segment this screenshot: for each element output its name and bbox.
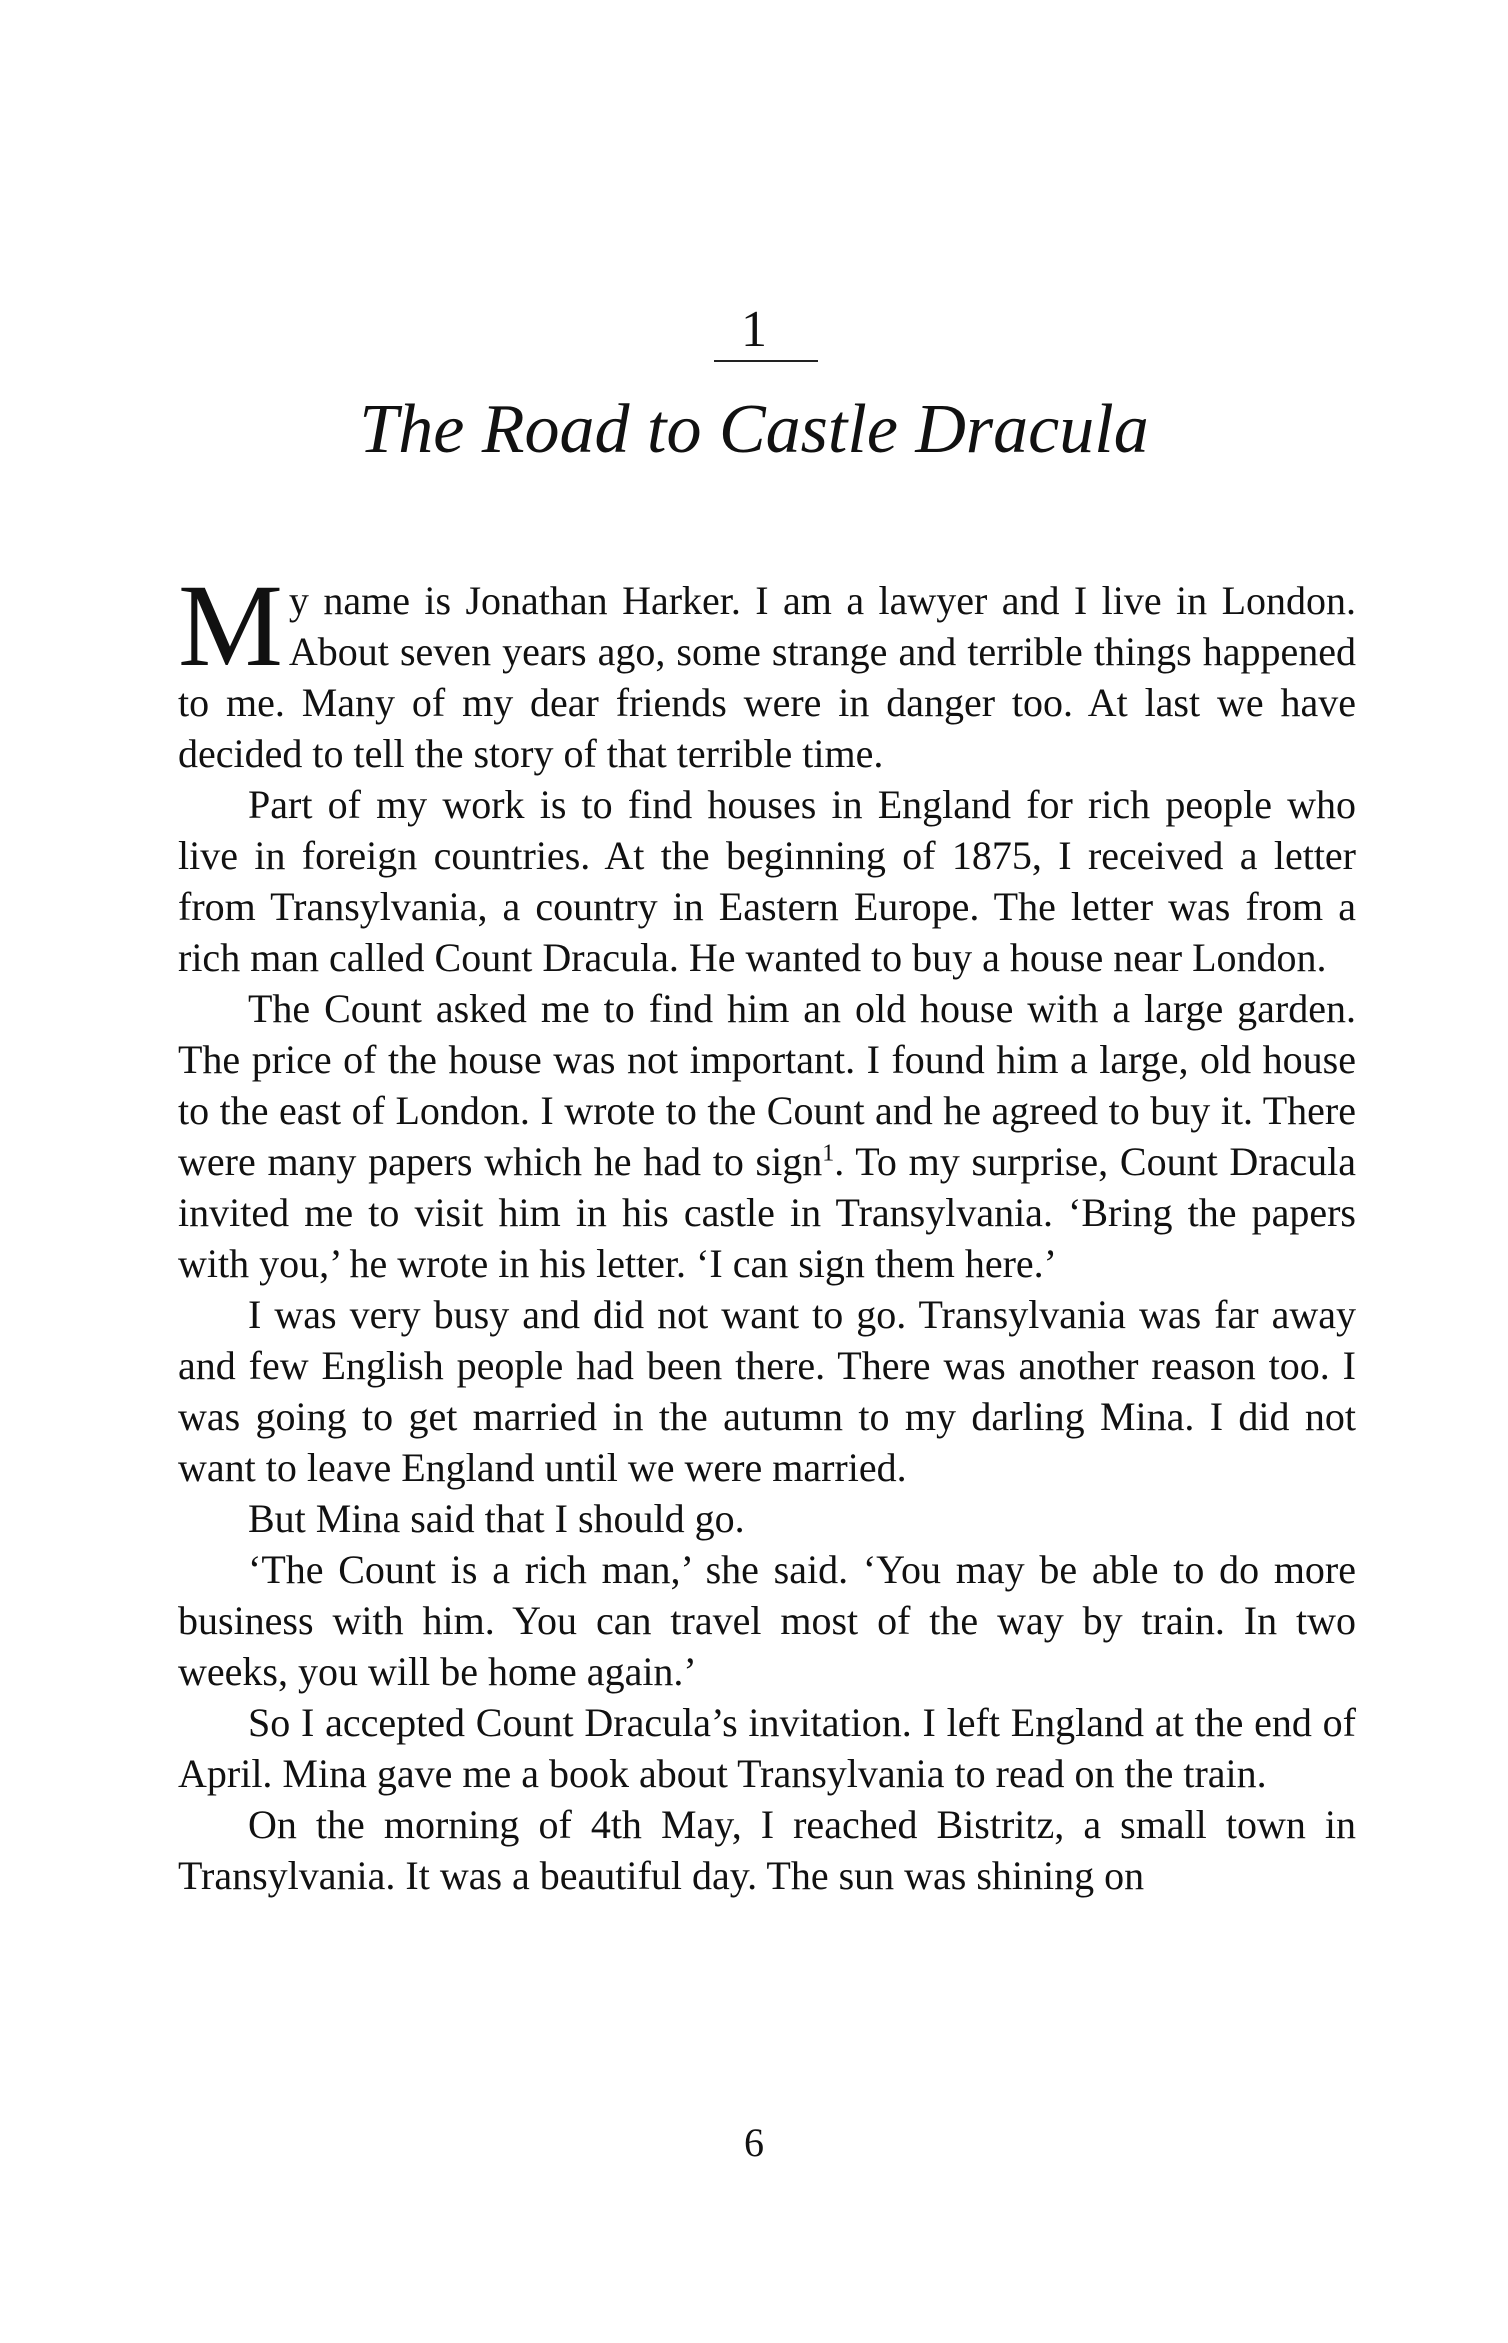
paragraph-7: So I accepted Count Dracula’s invitation. I left England at the end of April. Mina gave me a book about Transylvania to read on the train.	[178, 1700, 1356, 1796]
page-number: 6	[744, 2120, 764, 2165]
paragraph-3	[178, 983, 1356, 1289]
chapter-body	[178, 560, 1357, 1901]
paragraph-8: On the morning of 4th May, I reached Bistritz, a small town in Transylvania. It was a beautiful day. The sun was shining on	[178, 1802, 1356, 1898]
paragraph-1	[178, 560, 1356, 779]
paragraph-4: I was very busy and did not want to go. Transylvania was far away and few English people had been there. There was another reason too. I was going to get married in the autumn to my darling Mina. I did not want to leave England until we were married.	[178, 1292, 1356, 1490]
chapter-rule	[714, 360, 818, 362]
paragraph-2: Part of my work is to find houses in England for rich people who live in foreign countries. At the beginning of 1875, I received a letter from Transylvania, a country in Eastern Europe. The letter was from a rich man called Count Dracula. He wanted to buy a house near London.	[178, 782, 1356, 980]
paragraph-5: But Mina said that I should go.	[248, 1496, 745, 1541]
footnote-marker: 1	[822, 1140, 835, 1167]
paragraph-6: ‘The Count is a rich man,’ she said. ‘You may be able to do more business with him. You can travel most of the way by train. In two weeks, you will be home again.’	[178, 1547, 1356, 1694]
paragraph-3-text-before: The Count asked me to find him an old house with a large garden. The price of the house was not important. I found him a large, old house to the east of London. I wrote to the Count and he agreed to buy it. There were many papers which he had to sign	[178, 986, 1356, 1184]
drop-cap: M	[178, 560, 283, 691]
paragraph-1-text: y name is Jonathan Harker. I am a lawyer and I live in London. About seven years ago, some strange and terrible things happened to me. Many of my dear friends were in danger too. At last we have decided to tell the story of that terrible time.	[178, 578, 1356, 776]
chapter-title: The Road to Castle Dracula	[359, 391, 1149, 468]
chapter-number: 1	[741, 301, 767, 358]
paragraph-3-text-after: . To my surprise, Count Dracula invited me to visit him in his castle in Transylvania. ‘Bring the papers with you,’ he wrote in his letter. ‘I can sign them here.’	[178, 1139, 1357, 1286]
